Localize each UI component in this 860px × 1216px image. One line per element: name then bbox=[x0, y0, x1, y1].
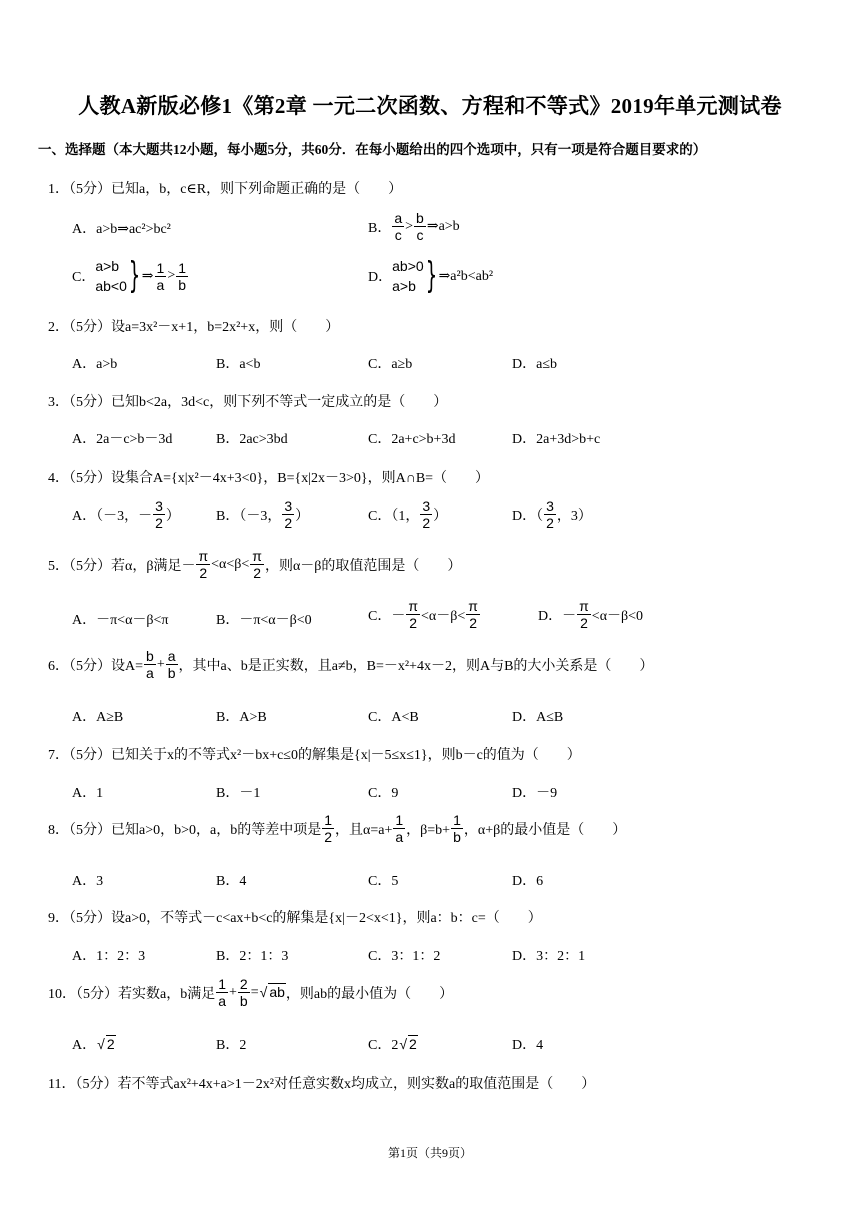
q9-option-d: D．3：2：1 bbox=[512, 949, 586, 964]
q1-option-a: A．a>b⇒ac²>bc² bbox=[72, 222, 171, 237]
q7-option-c: C．9 bbox=[368, 786, 399, 801]
q5-stem-post: ，则α－β的取值范围是（ ） bbox=[264, 558, 462, 574]
q10-frac2 bbox=[238, 976, 250, 1009]
q10-option-c bbox=[368, 1034, 418, 1054]
q10-option-a bbox=[72, 1034, 116, 1054]
q4-c-frac bbox=[420, 498, 432, 531]
q4-a-frac bbox=[153, 498, 165, 531]
q9-option-c: C．3：1：2 bbox=[368, 949, 441, 964]
q5-option-c bbox=[368, 598, 481, 631]
q3-option-c: C．2a+c>b+3d bbox=[368, 432, 456, 447]
frac-num: 3 bbox=[546, 498, 554, 514]
q3-option-b: B．2ac>3bd bbox=[216, 432, 288, 447]
q5-stem-mid: <α<β< bbox=[211, 556, 250, 572]
frac-den: b bbox=[239, 993, 248, 1009]
frac-num: 1 bbox=[395, 812, 404, 828]
right-brace: } bbox=[128, 255, 141, 296]
frac-num: 3 bbox=[155, 498, 163, 514]
question-7-stem: 7．（5分）已知关于x的不等式x²－bx+c≤0的解集是{x|－5≤x≤1}，则b－c的值为（ ） bbox=[48, 748, 581, 763]
frac-num: a bbox=[167, 648, 176, 664]
frac-den: 2 bbox=[155, 515, 163, 531]
page-title: 人教A新版必修1《第2章 一元二次函数、方程和不等式》2019年单元测试卷 bbox=[78, 94, 782, 118]
radicand: 2 bbox=[106, 1035, 115, 1052]
q9-option-b: B．2：1：3 bbox=[216, 949, 289, 964]
frac-den: 2 bbox=[580, 615, 588, 631]
q6-option-b: B．A>B bbox=[216, 710, 267, 725]
q7-option-a: A．1 bbox=[72, 786, 104, 801]
q5-frac2 bbox=[250, 548, 264, 581]
frac-den: 2 bbox=[409, 615, 418, 631]
q3-option-d: D．2a+3d>b+c bbox=[512, 432, 601, 447]
frac-den: 2 bbox=[324, 829, 333, 845]
frac-num: 1 bbox=[156, 259, 165, 276]
q4-d-post: ，3） bbox=[556, 508, 592, 524]
q7-option-d: D．－9 bbox=[512, 786, 558, 801]
q9-option-a: A．1：2：3 bbox=[72, 949, 146, 964]
frac-den: a bbox=[395, 829, 404, 845]
q2-option-b: B．a<b bbox=[216, 357, 261, 372]
q5-d-post: <α－β<0 bbox=[591, 608, 644, 624]
frac-den: 2 bbox=[199, 565, 208, 581]
q4-option-a bbox=[72, 498, 180, 531]
q8-stem-mid1: ，且α=a+ bbox=[335, 822, 393, 838]
frac-num: 2 bbox=[239, 976, 248, 992]
frac-num: 1 bbox=[218, 976, 227, 992]
frac-den: 2 bbox=[469, 615, 477, 631]
q1-c-label: C． bbox=[72, 270, 96, 285]
q8-option-b: B．4 bbox=[216, 874, 247, 889]
system-row: ab>0 bbox=[392, 258, 424, 274]
frac-num: 1 bbox=[178, 259, 187, 276]
question-6-stem bbox=[48, 648, 653, 681]
q8-stem-post: ，α+β的最小值是（ ） bbox=[463, 822, 627, 838]
q10-plus: + bbox=[229, 984, 237, 1000]
q1-c-frac2 bbox=[176, 260, 188, 293]
q10-a-sqrt bbox=[96, 1036, 115, 1053]
system-row: a>b bbox=[392, 278, 416, 294]
frac-den: 2 bbox=[253, 565, 262, 581]
q6-stem-pre: 6．（5分）设A= bbox=[48, 658, 144, 674]
q1-c-system bbox=[95, 256, 141, 296]
frac-num: b bbox=[416, 210, 424, 226]
q6-option-a: A．A≥B bbox=[72, 710, 124, 725]
q4-b-frac bbox=[282, 498, 294, 531]
q6-frac1 bbox=[144, 648, 156, 681]
frac-num: 1 bbox=[453, 812, 461, 828]
q1-d-conclusion: ⇒a²b<ab² bbox=[438, 268, 494, 284]
sqrt-symbol: √ bbox=[399, 1035, 408, 1052]
q1-d-system bbox=[392, 256, 438, 296]
frac-den: 2 bbox=[546, 515, 554, 531]
q5-d-pre: D．－ bbox=[538, 608, 577, 624]
q4-b-pre: B．（－3， bbox=[216, 508, 282, 524]
system-row: ab<0 bbox=[95, 278, 127, 294]
q5-option-a: A．－π<α－β<π bbox=[72, 613, 169, 628]
q4-option-b bbox=[216, 498, 309, 531]
question-5-stem bbox=[48, 548, 461, 581]
q1-b-frac2 bbox=[414, 210, 426, 243]
question-4-stem: 4．（5分）设集合A={x|x²－4x+3<0}，B={x|2x－3>0}，则A∩B=（ ） bbox=[48, 471, 490, 486]
question-10-stem bbox=[48, 976, 453, 1009]
q10-stem-post: ，则ab的最小值为（ ） bbox=[285, 986, 454, 1002]
q10-a-pre: A． bbox=[72, 1038, 97, 1053]
frac-den: c bbox=[416, 227, 424, 243]
q1-b-conclusion: ⇒a>b bbox=[426, 219, 460, 234]
frac-den: a bbox=[218, 993, 227, 1009]
q6-frac2 bbox=[166, 648, 178, 681]
q1-b-frac1 bbox=[392, 210, 404, 243]
frac-num: a bbox=[394, 210, 403, 226]
right-brace: } bbox=[425, 255, 437, 296]
q4-a-pre: A．（－3，－ bbox=[72, 508, 153, 524]
frac-num: b bbox=[146, 648, 154, 664]
q5-d-frac bbox=[577, 598, 591, 631]
q5-option-d bbox=[538, 598, 643, 631]
q7-option-b: B．－1 bbox=[216, 786, 261, 801]
q10-sqrt bbox=[259, 984, 286, 1001]
sqrt-symbol: √ bbox=[259, 984, 268, 1000]
frac-den: 2 bbox=[284, 515, 293, 531]
frac-num: 3 bbox=[422, 498, 431, 514]
q10-eq: = bbox=[250, 984, 259, 1000]
q1-c-frac1 bbox=[155, 260, 167, 293]
radicand: 2 bbox=[409, 1035, 417, 1052]
q1-b-gt: > bbox=[405, 218, 414, 234]
q1-b-label: B． bbox=[368, 220, 392, 236]
q4-option-c bbox=[368, 498, 447, 531]
frac-den: a bbox=[146, 665, 154, 681]
q2-option-c: C．a≥b bbox=[368, 357, 413, 372]
q4-b-post: ） bbox=[295, 508, 310, 524]
q1-option-d bbox=[368, 256, 493, 296]
frac-num: π bbox=[252, 548, 262, 564]
q8-frac-half bbox=[322, 812, 334, 845]
q8-frac-b bbox=[451, 812, 463, 845]
q10-stem-pre: 10．（5分）若实数a，b满足 bbox=[48, 986, 216, 1002]
q8-option-d: D．6 bbox=[512, 874, 544, 889]
sqrt-symbol: √ bbox=[97, 1035, 105, 1052]
section-heading: 一、选择题（本大题共12小题，每小题5分，共60分．在每小题给出的四个选项中，只有一项是符合题目要求的） bbox=[38, 142, 707, 157]
q8-stem-pre: 8．（5分）已知a>0，b>0，a，b的等差中项是 bbox=[48, 822, 322, 838]
q4-c-pre: C．（1， bbox=[368, 508, 420, 524]
q10-c-pre: C．2 bbox=[368, 1038, 399, 1053]
q5-c-pre: C．－ bbox=[368, 608, 406, 624]
frac-den: b bbox=[167, 665, 176, 681]
q1-d-label: D． bbox=[368, 270, 393, 285]
question-3-stem: 3．（5分）已知b<2a，3d<c，则下列不等式一定成立的是（ ） bbox=[48, 395, 448, 410]
frac-den: 2 bbox=[422, 515, 431, 531]
frac-num: π bbox=[408, 598, 419, 614]
q3-option-a: A．2a－c>b－3d bbox=[72, 432, 173, 447]
question-9-stem: 9．（5分）设a>0，不等式－c<ax+b<c的解集是{x|－2<x<1}，则a：b：c=（ ） bbox=[48, 911, 542, 926]
q4-d-pre: D．（ bbox=[512, 508, 544, 524]
frac-den: a bbox=[156, 276, 165, 293]
q6-plus: + bbox=[156, 656, 165, 672]
q8-option-c: C．5 bbox=[368, 874, 399, 889]
frac-num: 1 bbox=[324, 812, 333, 828]
q1-c-implies: ⇒ bbox=[141, 268, 154, 284]
q5-frac1 bbox=[196, 548, 210, 581]
question-8-stem bbox=[48, 812, 626, 845]
q5-c-frac1 bbox=[406, 598, 420, 631]
question-11-stem: 11．（5分）若不等式ax²+4x+a>1－2x²对任意实数x均成立，则实数a的取值范围是（ ） bbox=[48, 1077, 596, 1092]
frac-den: b bbox=[178, 276, 187, 293]
question-1-stem: 1．（5分）已知a，b，c∈R，则下列命题正确的是（ ） bbox=[48, 182, 403, 197]
q6-option-c: C．A<B bbox=[368, 710, 419, 725]
q4-a-post: ） bbox=[165, 508, 180, 524]
q10-frac1 bbox=[216, 976, 228, 1009]
q2-option-d: D．a≤b bbox=[512, 357, 558, 372]
q5-option-b: B．－π<α－β<0 bbox=[216, 613, 312, 628]
q6-option-d: D．A≤B bbox=[512, 710, 564, 725]
q4-d-frac bbox=[544, 498, 556, 531]
frac-num: π bbox=[579, 598, 589, 614]
q1-c-gt: > bbox=[167, 268, 176, 283]
frac-num: 3 bbox=[284, 498, 293, 514]
q6-stem-post: ，其中a、b是正实数，且a≠b，B=－x²+4x－2，则A与B的大小关系是（ ） bbox=[178, 658, 654, 674]
radicand: ab bbox=[269, 984, 285, 1000]
frac-num: π bbox=[468, 598, 478, 614]
q5-c-mid: <α－β< bbox=[421, 608, 466, 624]
q8-option-a: A．3 bbox=[72, 874, 104, 889]
frac-den: b bbox=[453, 829, 461, 845]
q1-option-b bbox=[368, 210, 460, 243]
q4-option-d bbox=[512, 498, 592, 531]
q1-option-c bbox=[72, 256, 189, 296]
system-row: a>b bbox=[95, 258, 120, 274]
q10-c-sqrt bbox=[398, 1036, 417, 1053]
frac-den: c bbox=[394, 227, 402, 243]
q5-stem-pre: 5．（5分）若α，β满足－ bbox=[48, 558, 196, 574]
question-2-stem: 2．（5分）设a=3x²－x+1，b=2x²+x，则（ ） bbox=[48, 320, 340, 335]
q10-option-b: B．2 bbox=[216, 1038, 247, 1053]
q4-c-post: ） bbox=[433, 508, 448, 524]
q10-option-d: D．4 bbox=[512, 1038, 544, 1053]
q8-stem-mid2: ，β=b+ bbox=[406, 822, 451, 838]
q8-frac-a bbox=[393, 812, 405, 845]
frac-num: π bbox=[198, 548, 209, 564]
page-footer: 第1页（共9页） bbox=[387, 1146, 472, 1160]
q5-c-frac2 bbox=[466, 598, 480, 631]
q2-option-a: A．a>b bbox=[72, 357, 118, 372]
